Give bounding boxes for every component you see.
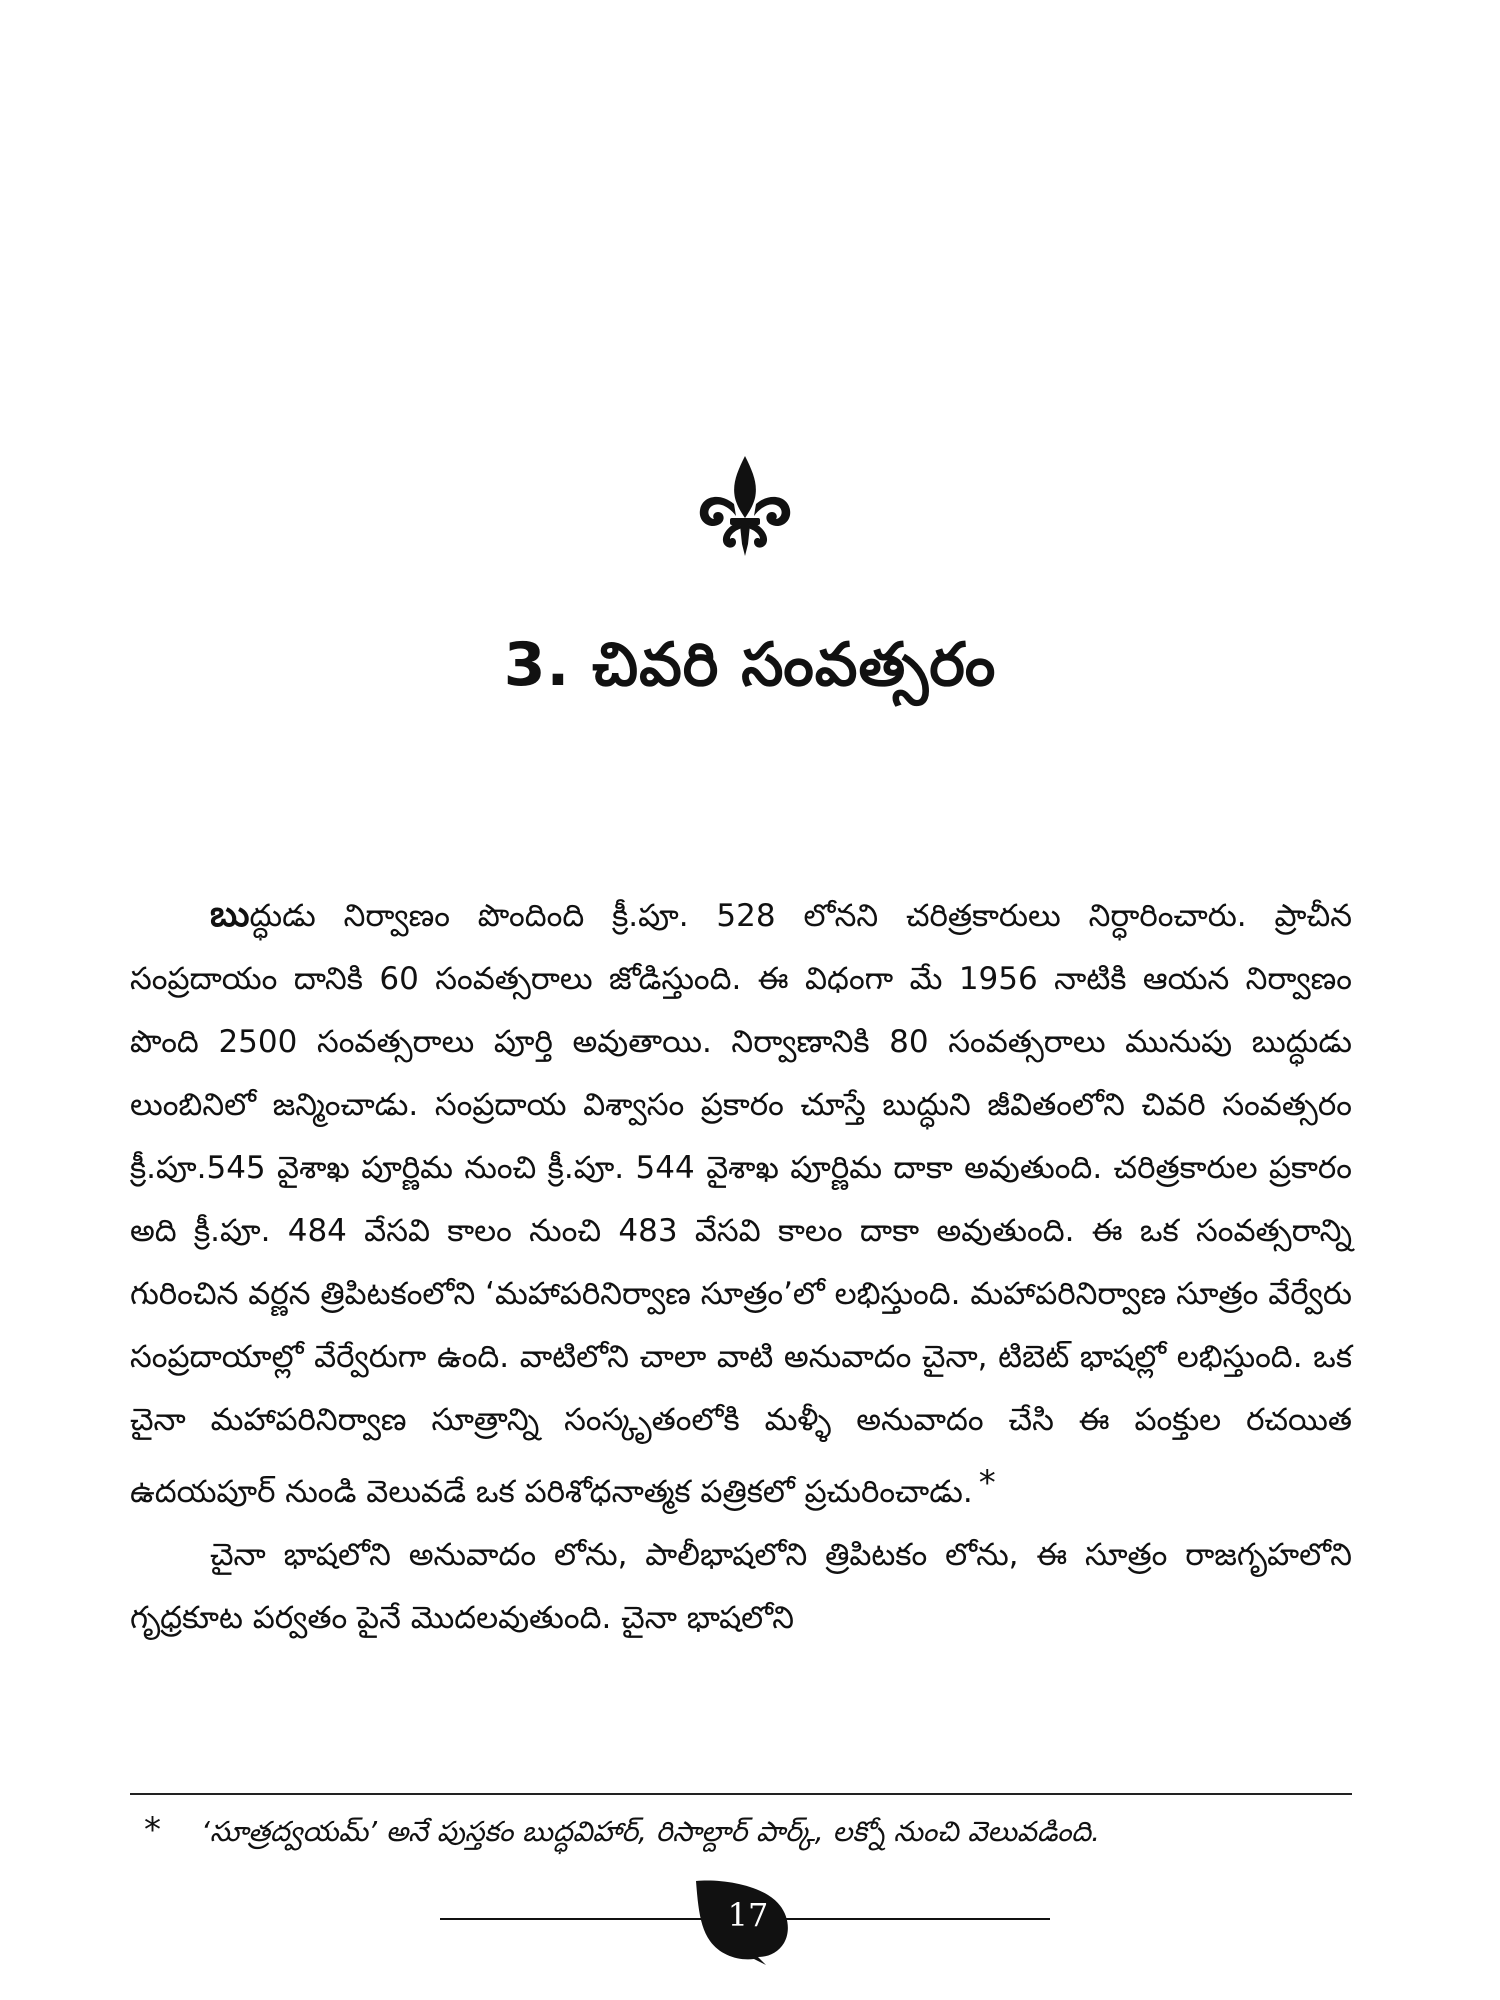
page-number-rule-right [780, 1918, 1050, 1920]
paragraph-lead-letter: బు [210, 894, 250, 935]
paragraph-1 [130, 883, 1352, 1524]
body-text [130, 883, 1352, 1650]
page-number-rule-left [440, 1918, 720, 1920]
footnote-text: ‘సూత్రద్వయమ్’ అనే పుస్తకం బుద్ధవిహార్, రిసాల్దార్ పార్క్, లక్నో నుంచి వెలువడింది. [201, 1815, 1100, 1848]
footnote-divider [130, 1793, 1352, 1795]
paragraph-1-text: ద్ధుడు నిర్వాణం పొందింది క్రీ.పూ. 528 లోనని చరిత్రకారులు నిర్ధారించారు. ప్రాచీన సంప్రదాయం దానికి 60 సంవత్సరాలు జోడిస్తుంది. ఈ విధంగా మే 1956 నాటికి ఆయన నిర్వాణం పొంది 2500 సంవత్సరాలు పూర్తి అవుతాయి. నిర్వాణానికి 80 సంవత్సరాలు మునుపు బుద్ధుడు లుంబినిలో జన్మించాడు. సంప్రదాయ విశ్వాసం ప్రకారం చూస్తే బుద్ధుని జీవితంలోని చివరి సంవత్సరం క్రీ.పూ.545 వైశాఖ పూర్ణిమ నుంచి క్రీ.పూ. 544 వైశాఖ పూర్ణిమ దాకా అవుతుంది. చరిత్రకారుల ప్రకారం అది క్రీ.పూ. 484 వేసవి కాలం నుంచి 483 వేసవి కాలం దాకా అవుతుంది. ఈ ఒక సంవత్సరాన్ని గురించిన వర్ణన త్రిపిటకంలోని ‘మహాపరినిర్వాణ సూత్రం’లో లభిస్తుంది. మహాపరినిర్వాణ సూత్రం వేర్వేరు సంప్రదాయాల్లో వేర్వేరుగా ఉంది. వాటిలోని చాలా వాటి అనువాదం చైనా, టిబెట్ భాషల్లో లభిస్తుంది. ఒక చైనా మహాపరినిర్వాణ సూత్రాన్ని సంస్కృతంలోకి మళ్ళీ అనువాదం చేసి ఈ పంక్తుల రచయిత ఉదయపూర్ నుండి వెలువడే ఒక పరిశోధనాత్మక పత్రికలో ప్రచురించాడు. [130, 898, 1352, 1510]
paragraph-2: చైనా భాషలోని అనువాదం లోను, పాలీభాషలోని త్రిపిటకం లోను, ఈ సూత్రం రాజగృహలోని గృధ్రకూట పర్వతం పైనే మొదలవుతుంది. చైనా భాషలోని [130, 1537, 1352, 1636]
page-number: 17 [727, 1896, 769, 1934]
chapter-title: 3. చివరి సంవత్సరం [503, 630, 997, 700]
footnote-reference-mark: * [978, 1463, 996, 1503]
footnote [130, 1806, 1352, 1856]
footnote-mark: * [144, 1810, 161, 1850]
fleur-de-lis-ornament-icon [690, 452, 800, 562]
